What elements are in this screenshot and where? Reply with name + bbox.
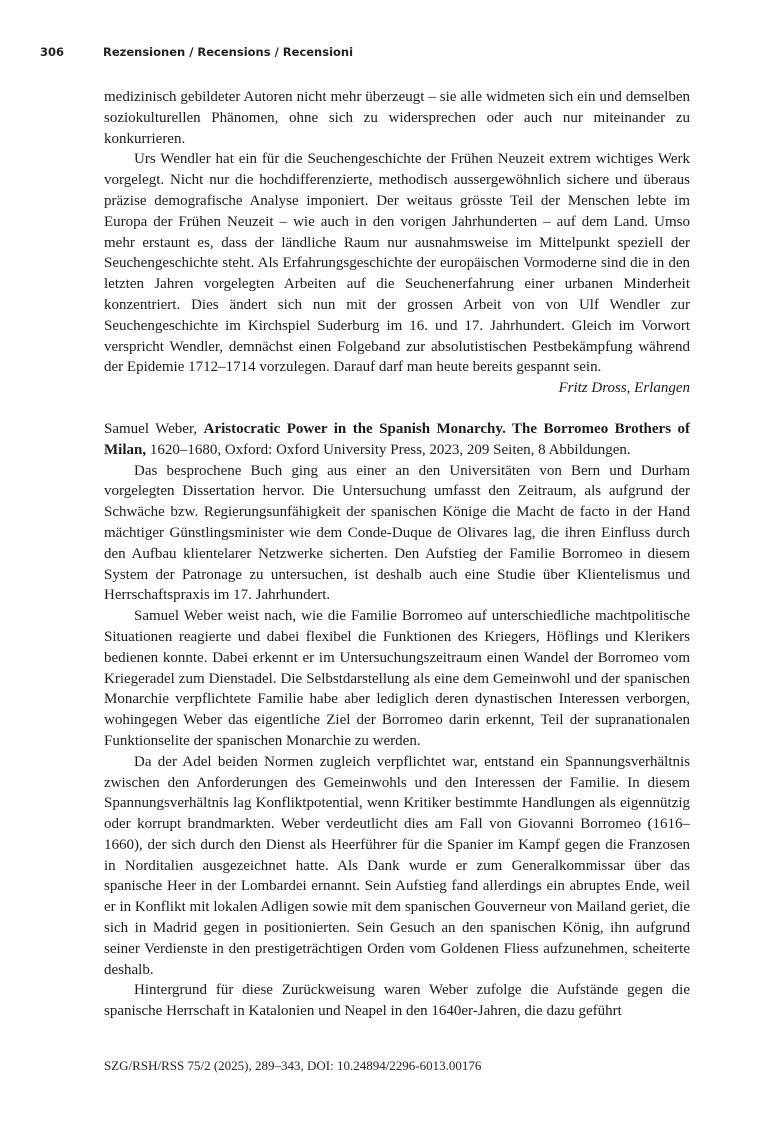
footer-citation: SZG/RSH/RSS 75/2 (2025), 289–343, DOI: 10.24894/2296-6013.00176 [104, 1058, 482, 1073]
review2-bibliographic-entry [104, 419, 690, 461]
review2-title: Aristocratic Power in the Spanish Monarchy. The Borromeo Brothers of Milan, [104, 420, 691, 458]
review2-paragraph-2: Samuel Weber weist nach, wie die Familie Borromeo auf unterschiedliche machtpolitische Situationen reagierte und dabei flexibel die Funktionen des Kriegers, Höflings und Klerikers bedienen konnte. Dabei erkennt er im Untersuchungszeitraum einen Wandel der Borromeo vom Kriegeradel zum Dienstadel. Die Selbstdarstellung als eine dem Gemeinwohl und der spanischen Monarchie verpflichtete Familie habe aber lediglich deren dynastischen Interessen verborgen, wohingegen Weber das eigentliche Ziel der Borromeo darin erkennt, Teil der supranationalen Funktionselite der spanischen Monarchie zu werden. [104, 608, 690, 749]
review2-author: Samuel Weber, [104, 420, 198, 437]
review1-paragraph-continued: medizinisch gebildeter Autoren nicht mehr überzeugt – sie alle widmeten sich ein und demselben soziokulturellen Phänomen, ohne sich zu widersprechen oder auch nur miteinander zu konkurrieren. [104, 89, 690, 147]
running-title: Rezensionen / Recensions / Recensioni [103, 45, 354, 59]
page-number: 306 [40, 45, 65, 59]
section-gap [104, 399, 690, 419]
review2-paragraph-1: Das besprochene Buch ging aus einer an den Universitäten von Bern und Durham vorgelegten Dissertation hervor. Die Untersuchung umfasst den Zeitraum, als aufgrund der Schwäche bzw. Regierungsunfähigkeit der spanischen Könige die Macht de facto in der Hand mächtiger Günstlingsminister wie dem Conde-Duque de Olivares lag, die ihren Einfluss durch den Aufbau klientelarer Netzwerke sicherten. Den Aufstieg der Familie Borromeo in diesem System der Patronage zu untersuchen, ist deshalb auch eine Studie über Klientelismus und Herrschaftspraxis im 17. Jahrhundert. [104, 462, 690, 604]
review2-paragraph-4: Hintergrund für diese Zurückweisung waren Weber zufolge die Aufstände gegen die spanische Herrschaft in Katalonien und Neapel in den 1640er-Jahren, die dazu geführt [104, 982, 690, 1020]
review2-publication-info: 1620–1680, Oxford: Oxford University Press, 2023, 209 Seiten, 8 Abbildungen. [149, 441, 631, 458]
review1-paragraph-2: Urs Wendler hat ein für die Seuchengeschichte der Frühen Neuzeit extrem wichtiges Werk vorgelegt. Nicht nur die hochdifferenzierte, methodisch aussergewöhnlich sichere und überaus präzise demografische Analyse imponiert. Der weitaus grösste Teil der Menschen lebte im Europa der Frühen Neuzeit – wie auch in den vorigen Jahrhunderten – auf dem Land. Umso mehr erstaunt es, dass der ländliche Raum nur ausnahmsweise im Mittelpunkt speziell der Seuchengeschichte steht. Als Erfahrungsgeschichte der europäischen Vormoderne sind die in den letzten Jahren vorgelegten Arbeiten auf die Seuchenerfahrung einer urbanen Minderheit konzentriert. Dies ändert sich nun mit der grossen Arbeit von von Ulf Wendler zur Seuchengeschichte im Kirchspiel Suderburg im 16. und 17. Jahrhundert. Gleich im Vorwort verspricht Wendler, demnächst einen Folgeband zur absolutistischen Pestbekämpfung während der Epidemie 1712–1714 vorzulegen. Darauf darf man heute bereits gespannt sein. [104, 151, 690, 376]
running-header [40, 45, 740, 59]
review2-paragraph-3: Da der Adel beiden Normen zugleich verpflichtet war, entstand ein Spannungsverhältnis zwischen den Anforderungen des Gemeinwohls und den Interessen der Familie. In diesem Spannungsverhältnis lag Konfliktpotential, wenn Kritiker bestimmte Handlungen als eigennützig oder korrupt brandmarkten. Weber verdeutlicht dies am Fall von Giovanni Borromeo (1616–1660), der sich durch den Dienst als Heerführer für die Spanier im Kampf gegen die Franzosen in Norditalien ausgezeichnet hatte. Als Dank wurde er zum Generalkommissar über das spanische Heer in der Lombardei ernannt. Sein Aufstieg fand allerdings ein abruptes Ende, weil er in Konflikt mit lokalen Adligen sowie mit dem spanischen Gouverneur von Mailand geriet, die sich in Madrid gegen in positionierten. Sein Gesuch an den spanischen König, ihn aufgrund seiner Verdienste in den prestigeträchtigen Orden vom Goldenen Fliess aufzunehmen, scheiterte deshalb. [104, 753, 690, 978]
review1-signature: Fritz Dross, Erlangen [558, 380, 690, 397]
body-text [104, 87, 690, 1022]
